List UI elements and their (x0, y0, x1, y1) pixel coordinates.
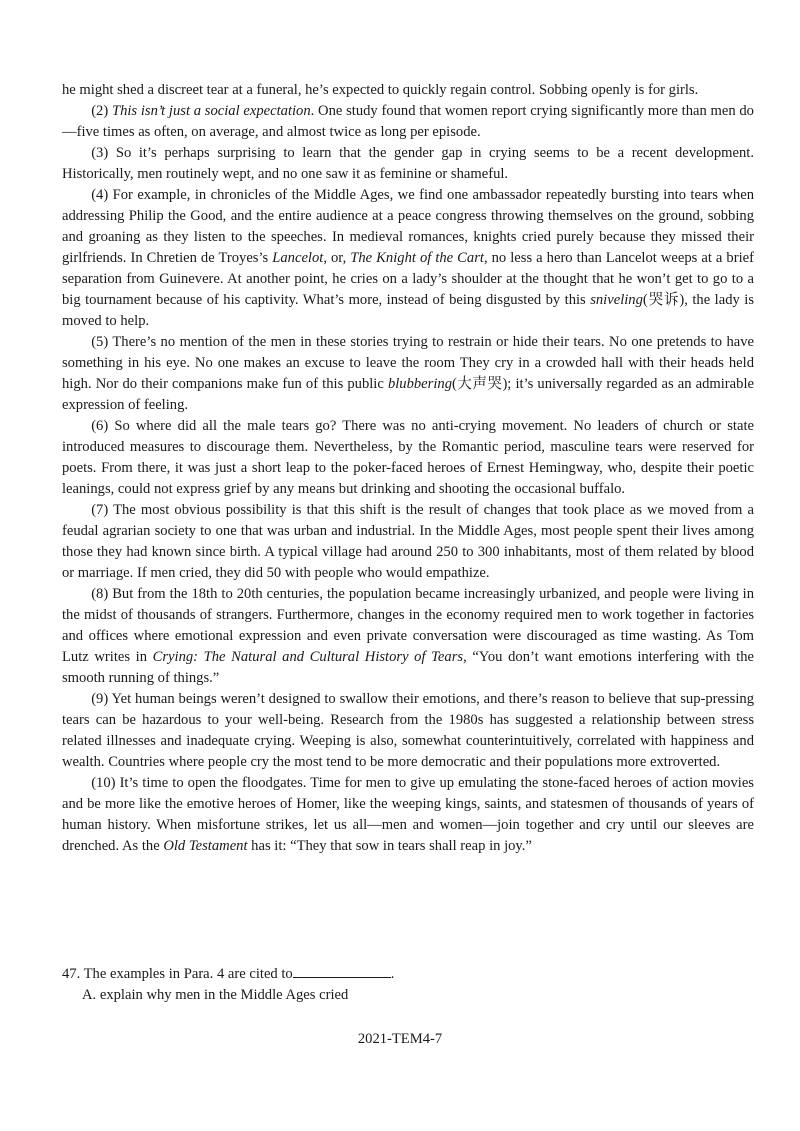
page-footer: 2021-TEM4-7 (357, 1031, 443, 1047)
paragraph-text: , or, (323, 250, 351, 266)
paragraph-text: (6) So where did all the male tears go? There was no anti-crying movement. No leaders of church or state introduced measures to discourage them. Nevertheless, by the Romantic period, masculine tears were reserved for poets. From there, it was just a short leap to the poker-faced heroes of Ernest Hemingway, who, despite their poetic leanings, could not express grief by any means but drinking and shooting the occasional buffalo. (62, 418, 754, 497)
italic-text: Crying: The Natural and Cultural History of Tears (152, 649, 464, 665)
paragraph-text: (5) There’s no mention of the men in these stories trying to restrain or hide their tears. No one pretends to have something in his eye. No one makes an excuse to leave the room They cry in a crowded hall with their heads held high. Nor do their companions make fun of this public (62, 334, 754, 392)
option-a: A. explain why men in the Middle Ages cried (82, 987, 349, 1003)
paragraph (62, 584, 754, 689)
question-prompt-text: 47. The examples in Para. 4 are cited to (62, 966, 293, 982)
italic-text: blubbering (387, 376, 452, 392)
paragraph-text: (7) The most obvious possibility is that this shift is the result of changes that took place as we moved from a feudal agrarian society to one that was urban and industrial. In the Middle Ages, most people spent their lives among those they had known since birth. A typical village had around 250 to 300 inhabitants, most of them related by blood or marriage. If men cried, they did 50 with people who would empathize. (62, 502, 754, 581)
italic-text: sniveling (590, 292, 643, 308)
paragraph (62, 416, 754, 500)
paragraph (62, 689, 754, 773)
paragraph-text: (哭诉), the lady is moved to help. (62, 292, 754, 329)
paragraph-text: (3) So it’s perhaps surprising to learn that the gender gap in crying seems to be a recent development. Historically, men routinely wept, and no one saw it as feminine or shameful. (62, 145, 754, 182)
question-prompt (62, 963, 754, 985)
italic-text: The Knight of the Cart (350, 250, 484, 266)
paragraph-text: (9) Yet human beings weren’t designed to swallow their emotions, and there’s reason to believe that sup-pressing tears can be hazardous to your well-being. Research from the 1980s has suggested a relationship between stress related illnesses and inadequate crying. Weeping is also, somewhat counterintuitively, correlated with happiness and wealth. Countries where people cry the most tend to be more democratic and their populations more extroverted. (62, 691, 754, 770)
italic-text: This isn’t just a social expectation (111, 103, 311, 119)
question-prompt-end: . (390, 966, 395, 982)
paragraph-text: (10) It’s time to open the floodgates. Time for men to give up emulating the stone-faced heroes of action movies and be more like the emotive heroes of Homer, like the weeping kings, saints, and statesmen of thousands of years of human history. When misfortune strikes, let us all—men and women—join together and cry until our sleeves are drenched. As the (62, 775, 754, 854)
paragraph-text: , “You don’t want emotions interfering with the smooth running of things.” (62, 649, 754, 686)
paragraph (62, 101, 754, 143)
paragraph-text: , no less a hero than Lancelot weeps at a brief separation from Guinevere. At another point, he cries on a lady’s shoulder at the thought that he won’t get to go to a big tournament because of his captivity. What’s more, instead of being disgusted by this (62, 250, 754, 308)
passage-body (62, 80, 754, 857)
paragraph (62, 80, 754, 101)
italic-text: Lancelot (272, 250, 324, 266)
italic-text: Old Testament (163, 838, 248, 854)
paragraph-text: (2) (91, 103, 112, 119)
question-47 (62, 963, 754, 1006)
paragraph-text: (大声哭); it’s universally regarded as an admirable expression of feeling. (62, 376, 754, 413)
paragraph (62, 500, 754, 584)
paragraph-text: he might shed a discreet tear at a funeral, he’s expected to quickly regain control. Sobbing openly is for girls. (62, 82, 699, 98)
paragraph (62, 185, 754, 332)
answer-blank (293, 963, 391, 978)
paragraph (62, 773, 754, 857)
paragraph (62, 332, 754, 416)
paragraph-text: (8) But from the 18th to 20th centuries, the population became increasingly urbanized, and people were living in the midst of thousands of strangers. Furthermore, changes in the economy required men to work together in factories and offices where emotional expression and even private conversation were discouraged as time wasting. As Tom Lutz writes in (62, 586, 754, 665)
paragraph (62, 143, 754, 185)
paragraph-text: . One study found that women report crying significantly more than men do—five times as often, on average, and almost twice as long per episode. (62, 103, 754, 140)
paragraph-text: (4) For example, in chronicles of the Middle Ages, we find one ambassador repeatedly bursting into tears when addressing Philip the Good, and the entire audience at a peace congress throwing themselves on the ground, sobbing and groaning as they listen to the speeches. In medieval romances, knights cried purely because they missed their girlfriends. In Chretien de Troyes’s (62, 187, 754, 266)
paragraph-text: has it: “They that sow in tears shall reap in joy.” (247, 838, 532, 854)
